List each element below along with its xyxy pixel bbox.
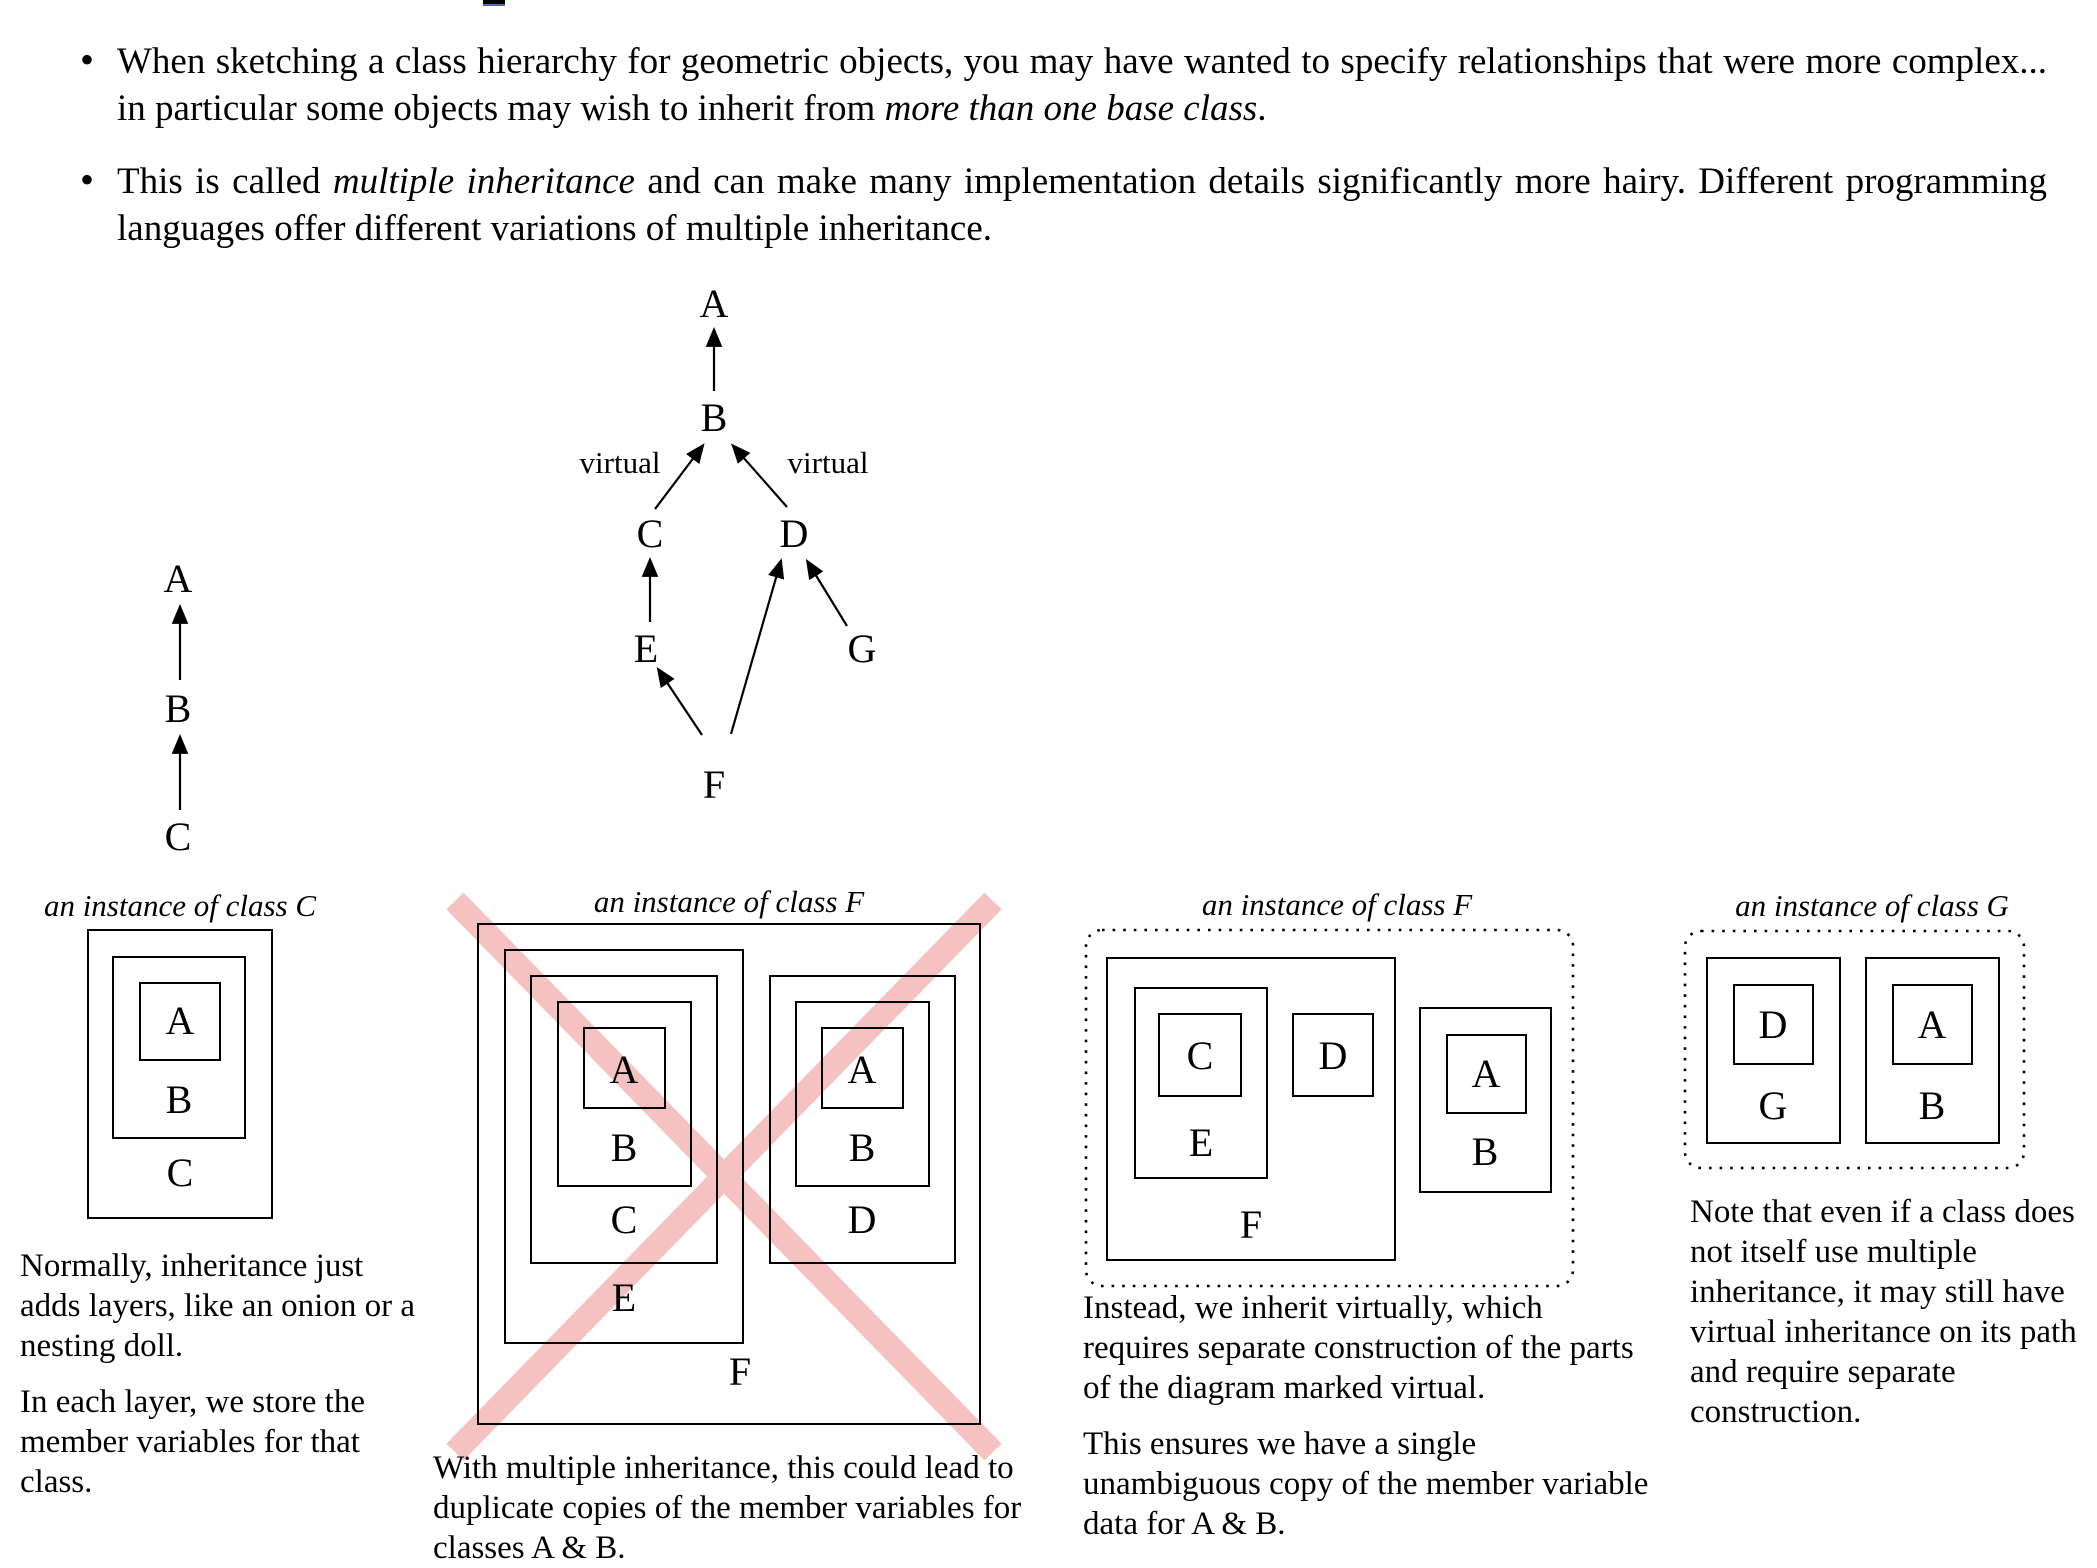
duplicate-note-paragraph: With multiple inheritance, this could lead to duplicate copies of the member variables for classes A & B. [433, 1450, 1022, 1566]
node-b: B [164, 686, 192, 731]
layer-label-e: E [1188, 1120, 1214, 1165]
instance-g-diagram [1680, 880, 2040, 1190]
onion-note-paragraph-2: In each layer, we store the member variables for that class. [20, 1384, 366, 1500]
bullet-1-italic: more than one base class [884, 88, 1258, 129]
inheritance-arrow-g-to-d [809, 564, 847, 626]
bullet-icon: • [80, 37, 95, 82]
bullet-icon: • [80, 157, 95, 202]
instance-f-virtual-diagram [1075, 880, 1600, 1300]
duplicate-note [433, 1448, 1093, 1568]
virtual-construction-boundary [1685, 931, 2024, 1168]
layer-label-a: A [165, 998, 195, 1043]
diagram-caption: an instance of class G [1735, 888, 2009, 923]
layer-label-c: C [610, 1197, 638, 1242]
bullet-paragraph-1 [117, 38, 2047, 132]
multi-hierarchy-diagram [560, 281, 960, 807]
node-g: G [847, 626, 877, 671]
g-note-paragraph: Note that even if a class does not itself use multiple inheritance, it may still have virtual inheritance on its path and require separate construction. [1690, 1194, 2077, 1430]
layer-label-a: A [1471, 1051, 1501, 1096]
diagram-caption: an instance of class C [43, 888, 317, 923]
inheritance-arrow-f-to-d [731, 564, 780, 734]
node-c: C [636, 511, 664, 556]
layer-label-e: E [611, 1275, 637, 1320]
layer-label-b-left: B [610, 1125, 638, 1170]
layer-label-a: A [1917, 1002, 1947, 1047]
virtual-label-left: virtual [579, 445, 661, 480]
instance-f-duplicate-diagram [440, 880, 1020, 1465]
diagram-caption: an instance of class F [593, 884, 865, 919]
diagram-caption: an instance of class F [1201, 887, 1473, 922]
instance-c-diagram [15, 880, 317, 1230]
layer-label-g: G [1758, 1083, 1788, 1128]
layer-label-f: F [1239, 1202, 1263, 1247]
bullet-1-period: . [1257, 88, 1267, 129]
layer-label-a-right: A [847, 1047, 877, 1092]
bullet-2-rest: and can make many implementation details significantly more hairy. Different programming languages offer different variations of multiple inheritance. [117, 161, 2047, 249]
node-b: B [700, 395, 728, 440]
layer-label-b: B [1918, 1083, 1946, 1128]
layer-label-d: D [1318, 1033, 1348, 1078]
virtual-label-right: virtual [787, 445, 869, 480]
bullet-2-italic: multiple inheritance [332, 161, 635, 202]
virtual-note-paragraph-2: This ensures we have a single unambiguous copy of the member variable data for A & B. [1083, 1426, 1649, 1542]
layer-label-d: D [847, 1197, 877, 1242]
cropped-title-fragment [483, 0, 505, 6]
layer-label-f: F [728, 1349, 752, 1394]
virtual-note-paragraph-1: Instead, we inherit virtually, which requires separate construction of the parts of the diagram marked virtual. [1083, 1290, 1634, 1406]
onion-note-paragraph-1: Normally, inheritance just adds layers, like an onion or a nesting doll. [20, 1248, 415, 1364]
g-note [1690, 1192, 2097, 1432]
bullet-1-text: When sketching a class hierarchy for geometric objects, you may have wanted to specify relationships that were more complex... in particular some objects may wish to inherit from [117, 41, 2047, 129]
virtual-note [1083, 1288, 1655, 1544]
bullet-paragraph-2 [117, 158, 2047, 252]
node-f: F [702, 762, 726, 807]
inheritance-arrow-f-to-e [660, 672, 702, 735]
node-d: D [779, 511, 809, 556]
node-a: A [699, 281, 729, 326]
node-c: C [164, 814, 192, 859]
bullet-2-text: This is called [117, 161, 333, 202]
layer-label-b: B [165, 1077, 193, 1122]
layer-label-c: C [166, 1150, 194, 1195]
virtual-construction-boundary [1086, 930, 1573, 1286]
layer-label-d: D [1758, 1002, 1788, 1047]
layer-label-c: C [1186, 1033, 1214, 1078]
node-e: E [633, 626, 659, 671]
virtual-arrow-d-to-b [735, 448, 787, 507]
virtual-arrow-c-to-b [655, 448, 701, 509]
layer-label-b: B [1471, 1129, 1499, 1174]
node-a: A [163, 556, 193, 601]
layer-label-b-right: B [848, 1125, 876, 1170]
onion-note [20, 1246, 415, 1502]
simple-hierarchy-diagram [120, 552, 240, 872]
layer-label-a-left: A [609, 1047, 639, 1092]
